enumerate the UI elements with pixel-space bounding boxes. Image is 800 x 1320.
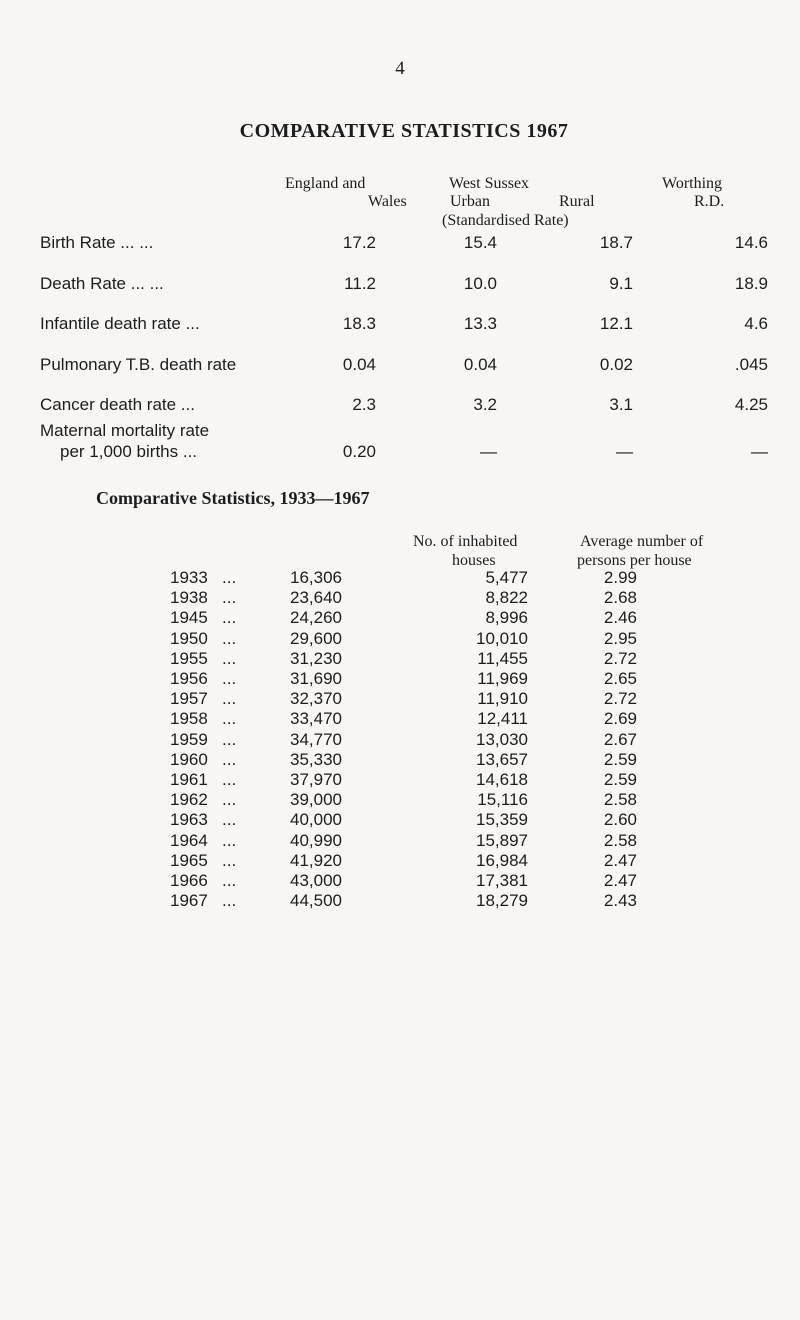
table-row <box>0 669 800 691</box>
cell-england-wales: 18.3 <box>342 314 376 333</box>
houses-cell: 17,381 <box>476 871 528 890</box>
year-cell: 1960 <box>170 749 208 769</box>
cell-urban: 3.2 <box>473 395 497 414</box>
table-row <box>0 689 800 711</box>
leader-dots: ... <box>222 669 237 688</box>
cell-urban: — <box>480 442 497 461</box>
cell-england-wales: 17.2 <box>342 233 376 252</box>
table-row <box>0 709 800 731</box>
persons-per-house-cell: 2.69 <box>603 709 637 729</box>
cell-urban: 0.04 <box>463 355 497 374</box>
persons-per-house-cell: 2.99 <box>603 568 637 587</box>
page-number: 4 <box>395 58 405 79</box>
table-row <box>0 810 800 832</box>
header-west-sussex: West Sussex <box>449 175 530 192</box>
header-urban: Urban <box>450 193 490 210</box>
cell-england-wales: 11.2 <box>344 274 376 293</box>
cell-urban: 13.3 <box>463 314 497 333</box>
year-cell: 1964 <box>170 830 208 850</box>
year-cell: 1938 <box>170 588 208 608</box>
row-label-line1: Maternal mortality rate <box>40 421 210 440</box>
houses-cell: 16,984 <box>476 850 528 870</box>
table-row <box>0 750 800 772</box>
cell-worthing: 14.6 <box>734 233 768 252</box>
leader-dots: ... <box>222 729 237 749</box>
persons-per-house-cell: 2.59 <box>603 770 637 789</box>
population-cell: 23,640 <box>290 588 342 608</box>
year-cell: 1957 <box>170 689 208 709</box>
houses-cell: 10,010 <box>476 628 528 648</box>
persons-per-house-cell: 2.72 <box>603 689 637 709</box>
houses-cell: 13,030 <box>476 729 528 749</box>
row-label: Death Rate ... ... <box>40 274 164 293</box>
population-cell: 37,970 <box>290 770 342 789</box>
persons-per-house-cell: 2.95 <box>603 628 637 648</box>
leader-dots: ... <box>222 628 237 648</box>
table-row <box>0 770 800 792</box>
table-row <box>0 730 800 752</box>
persons-per-house-cell: 2.68 <box>603 588 637 608</box>
header-england-wales-line1: England and <box>285 175 366 192</box>
leader-dots: ... <box>222 871 237 890</box>
header-no-of-line1: No. of inhabited <box>413 533 518 550</box>
houses-cell: 13,657 <box>476 749 528 769</box>
header-worthing-line1: Worthing <box>662 175 723 192</box>
leader-dots: ... <box>222 608 237 628</box>
header-worthing-line2: R.D. <box>694 193 725 210</box>
cell-england-wales: 0.20 <box>342 442 376 461</box>
row-label: Pulmonary T.B. death rate <box>40 355 237 374</box>
persons-per-house-cell: 2.46 <box>603 608 637 628</box>
header-average-line1: Average number of <box>580 533 704 550</box>
cell-rural: 12.1 <box>599 314 633 333</box>
houses-cell: 14,618 <box>476 770 528 789</box>
leader-dots: ... <box>222 588 237 608</box>
header-no-of-line2: houses <box>452 552 496 569</box>
year-cell: 1962 <box>170 790 208 810</box>
leader-dots: ... <box>222 770 237 789</box>
persons-per-house-cell: 2.60 <box>603 810 637 830</box>
population-cell: 34,770 <box>290 729 342 749</box>
leader-dots: ... <box>222 790 237 810</box>
population-cell: 43,000 <box>290 871 342 890</box>
row-label-line2: per 1,000 births ... <box>60 442 198 461</box>
population-cell: 33,470 <box>290 709 342 729</box>
houses-cell: 18,279 <box>476 891 528 911</box>
cell-england-wales: 0.04 <box>342 355 376 374</box>
persons-per-house-cell: 2.67 <box>603 729 637 749</box>
houses-cell: 11,910 <box>477 689 528 709</box>
cell-rural: 18.7 <box>599 233 633 252</box>
table-row <box>0 568 800 590</box>
population-cell: 44,500 <box>290 891 342 911</box>
cell-rural: — <box>616 442 633 461</box>
leader-dots: ... <box>222 810 237 830</box>
cell-urban: 10.0 <box>463 274 497 293</box>
cell-worthing: 4.25 <box>734 395 768 414</box>
year-cell: 1959 <box>170 729 208 749</box>
persons-per-house-cell: 2.72 <box>603 648 637 668</box>
header-average-line2: persons per house <box>577 552 692 569</box>
year-cell: 1967 <box>170 891 208 911</box>
year-cell: 1945 <box>170 608 208 628</box>
population-cell: 29,600 <box>290 628 342 648</box>
population-cell: 24,260 <box>290 608 342 628</box>
houses-cell: 8,996 <box>485 608 528 628</box>
population-cell: 31,230 <box>290 648 342 668</box>
table-row <box>0 649 800 671</box>
cell-worthing: 18.9 <box>734 274 768 293</box>
cell-worthing: .045 <box>734 355 768 374</box>
leader-dots: ... <box>222 749 237 769</box>
year-cell: 1961 <box>170 770 208 789</box>
houses-cell: 11,969 <box>477 669 528 688</box>
cell-worthing: 4.6 <box>744 314 768 333</box>
population-cell: 31,690 <box>290 669 342 688</box>
persons-per-house-cell: 2.47 <box>603 871 637 890</box>
header-england-wales-line2: Wales <box>368 193 407 210</box>
table-row <box>0 790 800 812</box>
table-row <box>0 871 800 893</box>
year-cell: 1933 <box>170 568 208 587</box>
houses-cell: 12,411 <box>477 709 528 729</box>
table-row <box>0 851 800 873</box>
houses-cell: 15,116 <box>477 790 528 810</box>
table-row <box>0 831 800 853</box>
houses-cell: 15,359 <box>476 810 528 830</box>
table-row <box>0 608 800 630</box>
row-label: Birth Rate ... ... <box>40 233 154 252</box>
table-row <box>0 629 800 651</box>
leader-dots: ... <box>222 648 237 668</box>
year-cell: 1966 <box>170 871 208 890</box>
houses-cell: 5,477 <box>485 568 528 587</box>
year-cell: 1965 <box>170 850 208 870</box>
year-cell: 1956 <box>170 669 208 688</box>
houses-cell: 11,455 <box>477 648 528 668</box>
header-rural: Rural <box>559 193 595 210</box>
houses-cell: 8,822 <box>485 588 528 608</box>
cell-rural: 0.02 <box>599 355 633 374</box>
page-title: COMPARATIVE STATISTICS 1967 <box>239 120 569 142</box>
persons-per-house-cell: 2.65 <box>603 669 637 688</box>
population-cell: 32,370 <box>290 689 342 709</box>
population-cell: 16,306 <box>290 568 342 587</box>
population-cell: 41,920 <box>290 850 342 870</box>
leader-dots: ... <box>222 891 237 911</box>
leader-dots: ... <box>222 709 237 729</box>
persons-per-house-cell: 2.43 <box>603 891 637 911</box>
leader-dots: ... <box>222 689 237 709</box>
population-cell: 40,000 <box>290 810 342 830</box>
section-title: Comparative Statistics, 1933—1967 <box>96 488 370 508</box>
header-standardised: (Standardised Rate) <box>442 212 569 229</box>
leader-dots: ... <box>222 850 237 870</box>
table-row <box>0 891 800 913</box>
cell-rural: 9.1 <box>609 274 633 293</box>
leader-dots: ... <box>222 830 237 850</box>
cell-england-wales: 2.3 <box>352 395 376 414</box>
houses-cell: 15,897 <box>476 830 528 850</box>
table-row <box>0 588 800 610</box>
year-cell: 1950 <box>170 628 208 648</box>
persons-per-house-cell: 2.47 <box>603 850 637 870</box>
year-cell: 1958 <box>170 709 208 729</box>
row-label: Infantile death rate ... <box>40 314 200 333</box>
year-cell: 1963 <box>170 810 208 830</box>
cell-urban: 15.4 <box>463 233 497 252</box>
persons-per-house-cell: 2.59 <box>603 749 637 769</box>
cell-rural: 3.1 <box>609 395 633 414</box>
cell-worthing: — <box>751 442 768 461</box>
persons-per-house-cell: 2.58 <box>603 790 637 810</box>
row-label: Cancer death rate ... <box>40 395 195 414</box>
population-cell: 40,990 <box>290 830 342 850</box>
population-cell: 39,000 <box>290 790 342 810</box>
year-cell: 1955 <box>170 648 208 668</box>
population-cell: 35,330 <box>290 749 342 769</box>
persons-per-house-cell: 2.58 <box>603 830 637 850</box>
leader-dots: ... <box>222 568 237 587</box>
